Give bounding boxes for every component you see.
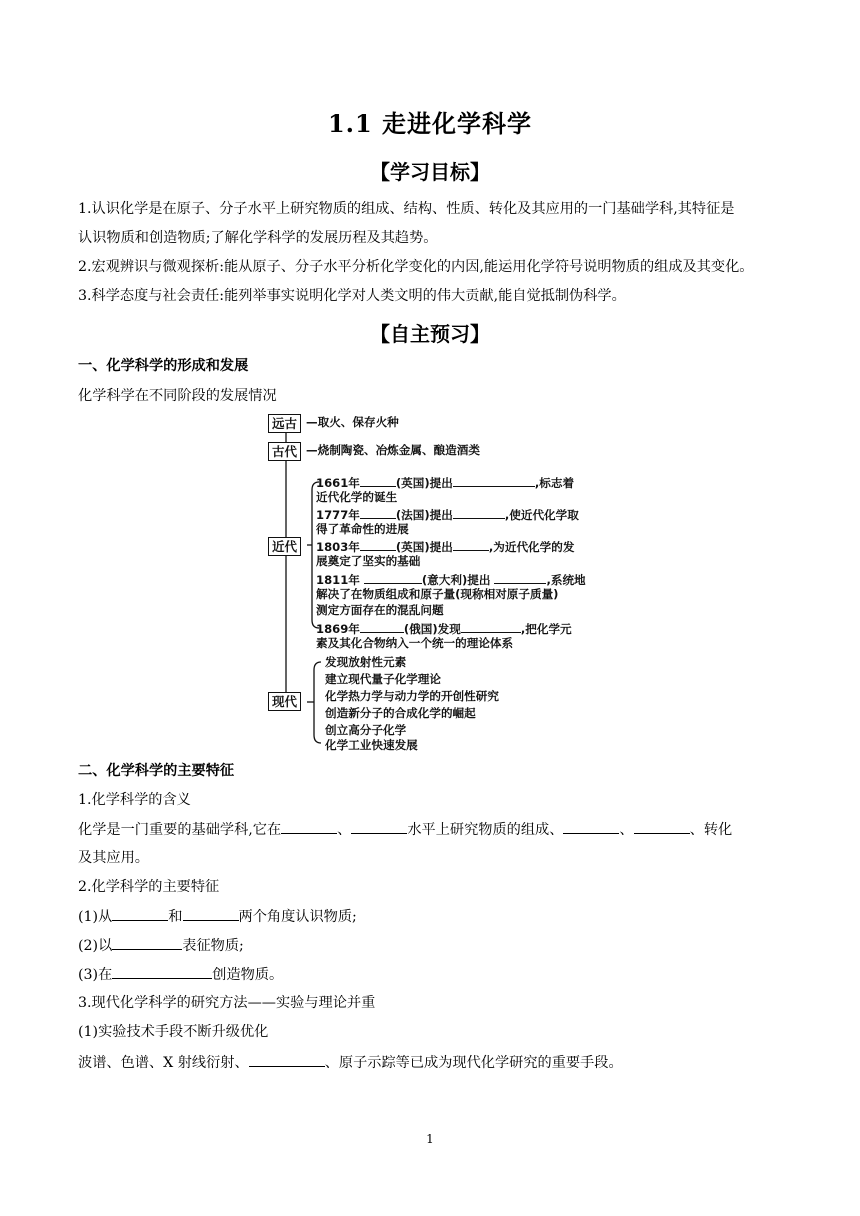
s2-item1: (1)从 和 两个角度认识物质; [78, 906, 788, 927]
objective-1-line2: 认识物质和创造物质;了解化学科学的发展历程及其趋势。 [78, 230, 438, 246]
s1-line1: 化学是一门重要的基础学科,它在 、 水平上研究物质的组成、 、 、转化 [78, 819, 788, 840]
objective-1-line1: 1.认识化学是在原子、分子水平上研究物质的组成、结构、性质、转化及其应用的一门基础学科,其特征是 [78, 201, 735, 217]
page-title: 1.1 走进化学科学 [327, 109, 533, 138]
objective-3: 3.科学态度与社会责任:能列举事实说明化学对人类文明的伟大贡献,能自觉抵制伪科学。 [78, 288, 626, 304]
jindai-line11: 素及其化合物纳入一个统一的理论体系 [316, 636, 514, 650]
s3-item1-text: 波谱、色谱、X 射线衍射、 、原子示踪等已成为现代化学研究的重要手段。 [78, 1052, 788, 1073]
s1-title: 1.化学科学的含义 [78, 792, 191, 808]
part1-heading: 一、化学科学的形成和发展 [78, 358, 249, 374]
xiandai-item: 建立现代量子化学理论 [325, 672, 441, 686]
jindai-line6: 展奠定了坚实的基础 [316, 554, 421, 568]
jindai-line10: 1869年 (俄国)发现 ,把化学元 [316, 622, 572, 636]
s2-item3: (3)在 创造物质。 [78, 964, 788, 985]
jindai-line9: 测定方面存在的混乱问题 [316, 603, 444, 617]
gudai-text: —烧制陶瓷、冶炼金属、酿造酒类 [306, 443, 480, 457]
section-heading-objectives: 【学习目标】 [370, 160, 490, 184]
jindai-line7: 1811年 (意大利)提出 ,系统地 [316, 573, 586, 587]
stage-gudai: 古代 [268, 442, 301, 461]
stage-jindai: 近代 [268, 537, 301, 556]
part2-heading: 二、化学科学的主要特征 [78, 763, 235, 779]
section-heading-preview: 【自主预习】 [370, 322, 490, 346]
s2-title: 2.化学科学的主要特征 [78, 879, 220, 895]
objective-2: 2.宏观辨识与微观探析:能从原子、分子水平分析化学变化的内因,能运用化学符号说明物质的组成及其变化。 [78, 259, 754, 275]
xiandai-item: 化学工业快速发展 [325, 738, 418, 752]
page-number: 1 [426, 1132, 434, 1146]
chemistry-history-diagram [262, 410, 602, 754]
jindai-line5: 1803年 (英国)提出 ,为近代化学的发 [316, 540, 575, 554]
s2-item2: (2)以 表征物质; [78, 935, 788, 956]
jindai-line3: 1777年 (法国)提出 ,使近代化学取 [316, 508, 579, 522]
stage-yuangu: 远古 [268, 414, 301, 433]
yuangu-text: —取火、保存火种 [306, 415, 399, 429]
s3-item1: (1)实验技术手段不断升级优化 [78, 1024, 269, 1040]
s3-title: 3.现代化学科学的研究方法——实验与理论并重 [78, 995, 376, 1011]
jindai-line1: 1661年 (英国)提出 ,标志着 [316, 476, 575, 490]
jindai-line4: 得了革命性的进展 [316, 522, 409, 536]
stage-xiandai: 现代 [268, 692, 301, 711]
jindai-line8: 解决了在物质组成和原子量(现称相对原子质量) [316, 587, 559, 601]
part1-intro: 化学科学在不同阶段的发展情况 [78, 388, 277, 404]
xiandai-item: 创造新分子的合成化学的崛起 [325, 706, 476, 720]
xiandai-item: 创立高分子化学 [325, 723, 407, 737]
xiandai-item: 化学热力学与动力学的开创性研究 [325, 689, 499, 703]
jindai-line2: 近代化学的诞生 [316, 490, 398, 504]
xiandai-item: 发现放射性元素 [325, 655, 407, 669]
s1-line2: 及其应用。 [78, 850, 149, 866]
